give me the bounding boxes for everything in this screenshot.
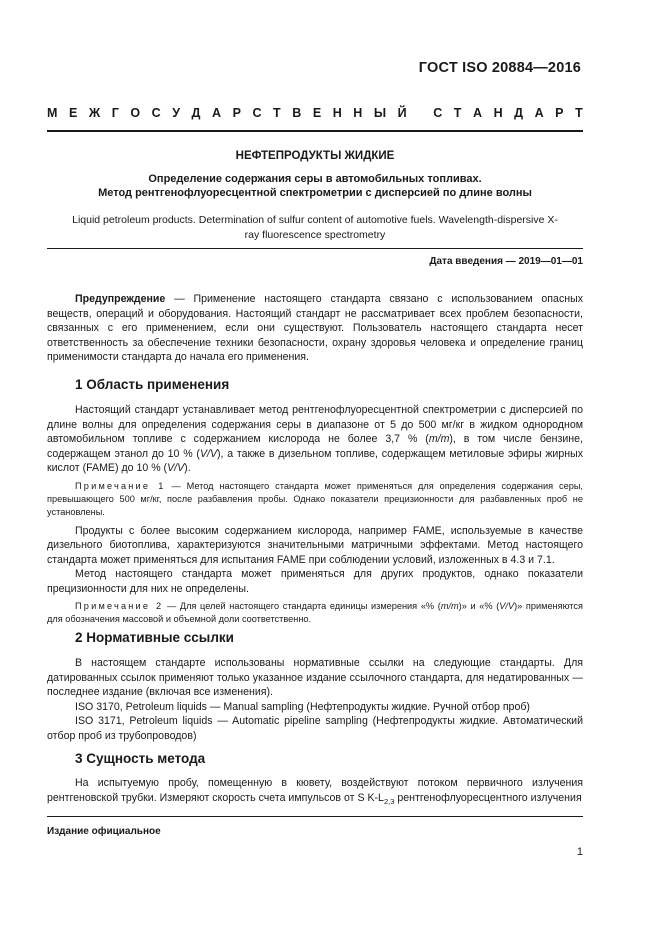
interstate-letter: А	[472, 106, 483, 120]
interstate-letter: Н	[493, 106, 503, 120]
section-3-heading: 3 Сущность метода	[75, 751, 206, 766]
interstate-letter: Р	[232, 106, 241, 120]
page-number: 1	[576, 846, 583, 858]
section-3-body	[47, 776, 583, 809]
interstate-letter: Е	[312, 106, 322, 120]
section-1-body	[47, 403, 583, 626]
method-principle-paragraph: На испытуемую пробу, помещенную в кювету, воздействуют потоком первичного излучения рентгеновской трубки. Измеряют скорость счета импульсов от S $K-L_{2,3}$ рентгенофлуоресцентного излучения	[47, 777, 583, 806]
section-2-body	[47, 656, 583, 743]
interstate-letter: Ж	[88, 106, 101, 120]
interstate-letter: Р	[555, 106, 564, 120]
interstate-letter: А	[212, 106, 222, 120]
interstate-letter: Н	[332, 106, 342, 120]
note-2: Примечание 2 — Для целей настоящего стандарта единицы измерения «% (m/m)» и «% (V/V)» применяются для обозначения массовой и объемной доли соответственно.	[47, 601, 583, 624]
reference-iso-3171: ISO 3171, Petroleum liquids — Automatic pipeline sampling (Нефтепродукты жидкие. Автоматический отбор проб из трубопроводов)	[47, 715, 583, 742]
interstate-letter	[418, 106, 421, 120]
note-1: Примечание 1 — Метод настоящего стандарта может применяться для определения содержания серы, превышающего 500 мг/кг, после разбавления пробы. Однако показатели прецизионности для разбавленных проб не установлены.	[47, 480, 583, 517]
scope-paragraph: Настоящий стандарт устанавливает метод рентгенофлуоресцентной спектрометрии с дисперсией по длине волны для определения содержания серы в диапазоне от 5 до 500 мг/кг в жидком однородном автомобильном топливе с содержанием кислорода не более 3,7 % (m/m), в том числе бензине, содержащем этанол до 10 % (V/V), а также в дизельном топливе, содержащем метиловые эфиры жирных кислот (FAME) до 10 % (V/V).	[47, 404, 583, 474]
footer-rule	[47, 816, 583, 817]
interstate-letter: Г	[111, 106, 119, 120]
warning-text: — Применение настоящего стандарта связано с использованием опасных веществ, операций и оборудования. Настоящий стандарт не рассматривает всех проблем безопасности, связанных с его применением, если они существуют. Пользователь настоящего стандарта несет ответственность за обеспечение техники безопасности, охрану здоровья человека и определение границ применимости стандарта до начала его применения.	[47, 293, 583, 363]
warning-label: Предупреждение	[75, 293, 166, 305]
interstate-letter: С	[252, 106, 262, 120]
fame-paragraph: Продукты с более высоким содержанием кислорода, например FAME, используемые в качестве дизельного биотоплива, характеризуются значительными матричными эффектами. Метод настоящего стандарта может применяться для испытания FAME при соблюдении условий, изложенных в 4.3 и 7.1.	[47, 524, 583, 566]
interstate-letter: С	[433, 106, 443, 120]
english-title: Liquid petroleum products. Determination of sulfur content of automotive fuels. Wavelength-dispersive X-ray fluorescence spectrometry	[72, 214, 558, 241]
official-edition-label: Издание официальное	[47, 826, 161, 837]
interstate-letter: Й	[397, 106, 407, 120]
interstate-letter: Н	[353, 106, 363, 120]
title-rule	[47, 248, 583, 249]
other-products-paragraph: Метод настоящего стандарта может применяться для других продуктов, однако показатели прецизионности для них не определены.	[47, 568, 583, 595]
interstate-letter: Т	[273, 106, 281, 120]
introduction-date: Дата введения — 2019—01—01	[429, 256, 583, 267]
interstate-letter: Е	[68, 106, 78, 120]
top-rule	[47, 130, 583, 132]
interstate-letter: С	[151, 106, 161, 120]
warning-block	[47, 292, 583, 365]
interstate-letter: Ы	[373, 106, 387, 120]
interstate-letter: В	[292, 106, 302, 120]
interstate-letter: Д	[191, 106, 201, 120]
interstate-standard-heading	[47, 106, 583, 120]
interstate-letter: М	[47, 106, 58, 120]
section-2-heading: 2 Нормативные ссылки	[75, 630, 234, 645]
subtitle-line-1: Определение содержания серы в автомобильных топливах.	[148, 173, 482, 185]
interstate-letter: О	[130, 106, 141, 120]
subtitle-line-2: Метод рентгенофлуоресцентной спектрометрии с дисперсией по длине волны	[98, 187, 532, 199]
references-intro: В настоящем стандарте использованы нормативные ссылки на следующие стандарты. Для датированных ссылок применяют только указанное издание ссылочного стандарта, для недатированных — последнее издание (включая все изменения).	[47, 657, 583, 698]
interstate-letter: А	[534, 106, 544, 120]
interstate-letter: Д	[514, 106, 524, 120]
document-code: ГОСТ ISO 20884—2016	[418, 60, 581, 76]
reference-iso-3170: ISO 3170, Petroleum liquids — Manual sampling (Нефтепродукты жидкие. Ручной отбор проб)	[75, 700, 530, 713]
section-1-heading: 1 Область применения	[75, 377, 230, 392]
interstate-letter: Т	[575, 106, 583, 120]
interstate-letter: Т	[453, 106, 462, 120]
interstate-letter: У	[172, 106, 180, 120]
product-title: НЕФТЕПРОДУКТЫ ЖИДКИЕ	[235, 150, 395, 162]
warning-paragraph	[47, 292, 583, 365]
